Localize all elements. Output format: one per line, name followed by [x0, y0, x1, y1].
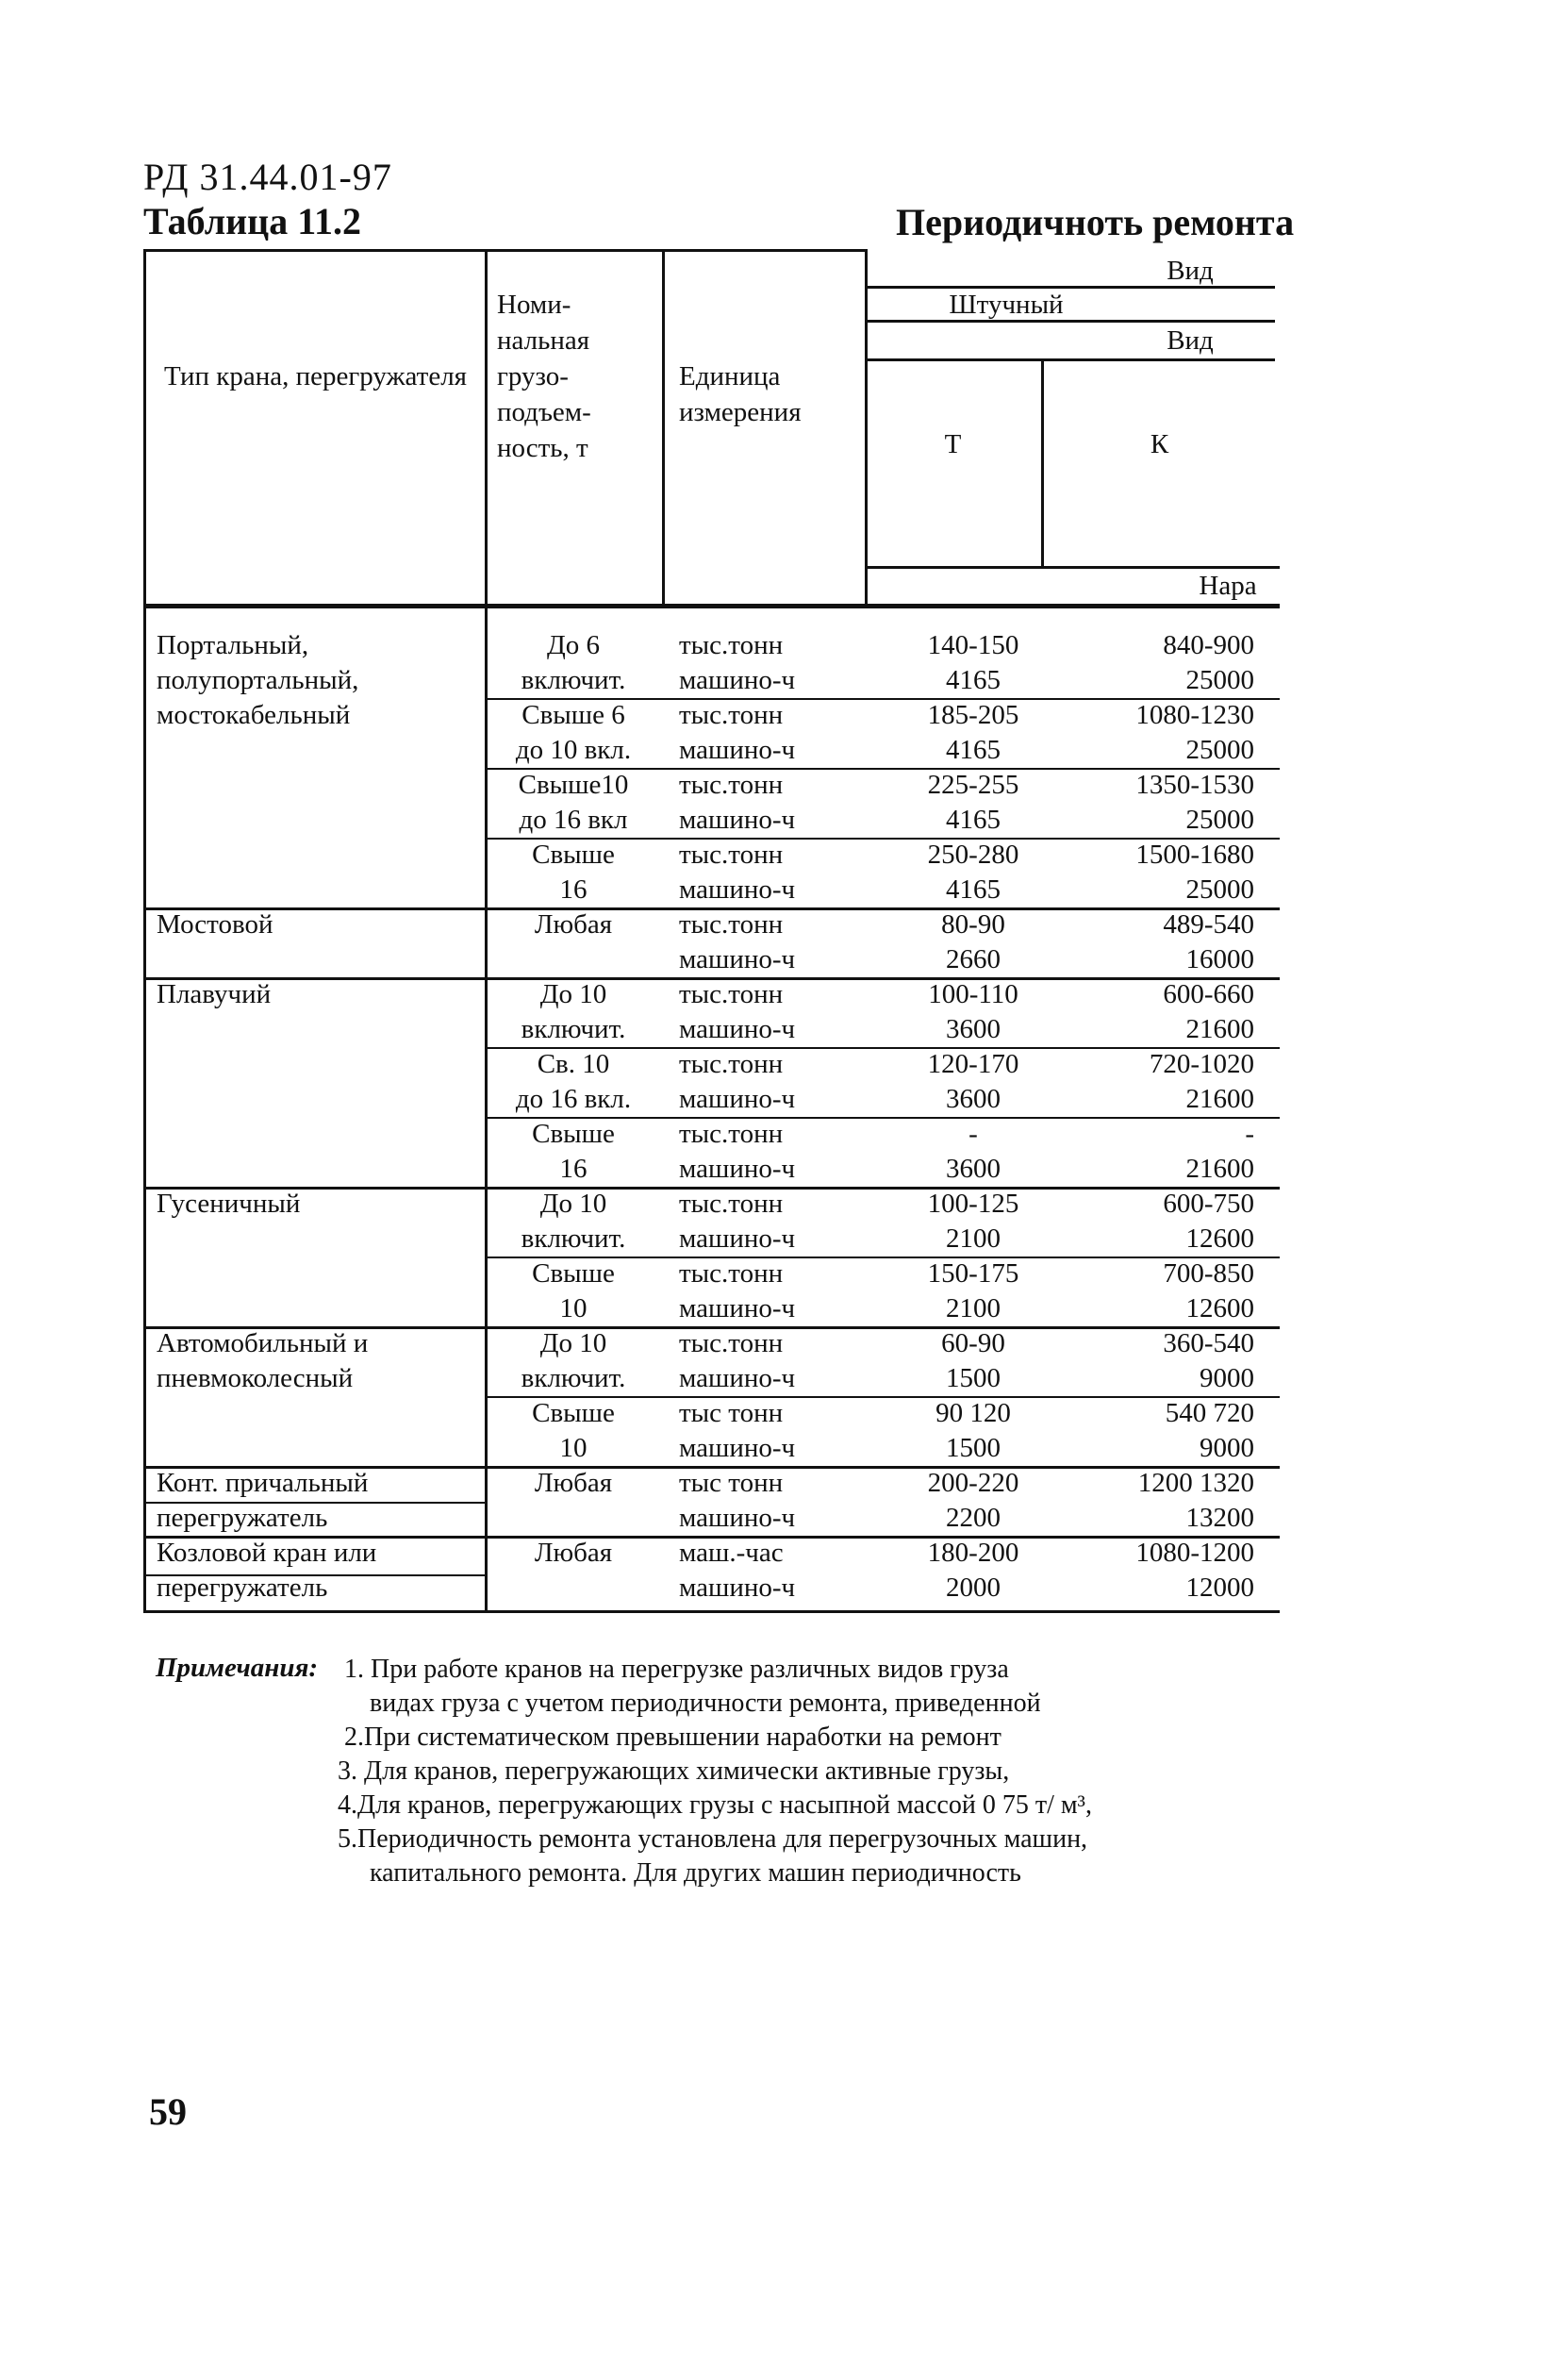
value-t-cell: 120-170 [927, 1049, 1019, 1079]
table-title: Периодичноть ремонта [896, 201, 1295, 243]
value-k-cell: 720-1020 [1149, 1049, 1254, 1079]
header-capacity: Номи- нальная грузо- подъем- ность, т [497, 290, 591, 463]
value-k-cell: 700-850 [1163, 1258, 1254, 1289]
unit-cell: тыс.тонн [679, 840, 784, 870]
value-k-cell: 1500-1680 [1135, 840, 1254, 870]
value-t-cell: 225-255 [927, 770, 1019, 800]
unit-cell: машино-ч [679, 1433, 796, 1463]
value-t-cell: 185-205 [927, 700, 1019, 730]
capacity-cell: Любая [534, 909, 613, 940]
value-t-cell: 2100 [946, 1293, 1001, 1323]
value-k-cell: 21600 [1185, 1154, 1254, 1184]
value-k-cell: 21600 [1185, 1014, 1254, 1044]
unit-cell: машино-ч [679, 1503, 796, 1533]
value-k-cell: 840-900 [1163, 630, 1254, 660]
value-k-cell: 25000 [1185, 805, 1254, 835]
value-k-cell: 1080-1200 [1135, 1538, 1254, 1568]
capacity-cell: До 6 [546, 630, 601, 660]
unit-cell: машино-ч [679, 665, 796, 695]
unit-divider-top [662, 249, 665, 604]
crane-type-cell: Конт. причальный перегружатель [157, 1468, 369, 1533]
value-k-cell: 1350-1530 [1135, 770, 1254, 800]
unit-cell: машино-ч [679, 1154, 796, 1184]
value-k-cell: 12600 [1185, 1293, 1254, 1323]
capacity-cell: до 10 вкл. [515, 735, 632, 765]
value-k-cell: 9000 [1200, 1363, 1254, 1393]
value-t-cell: 1500 [946, 1433, 1001, 1463]
crane-type-cell: Портальный, полупортальный, мостокабельный [157, 630, 359, 730]
value-t-cell: 250-280 [927, 840, 1019, 870]
capacity-cell: Любая [534, 1538, 613, 1568]
value-t-cell: 150-175 [927, 1258, 1019, 1289]
unit-cell: тыс.тонн [679, 979, 784, 1009]
note-line: капитального ремонта. Для других машин периодичность [370, 1858, 1021, 1888]
value-k-cell: 1080-1230 [1135, 700, 1254, 730]
value-t-cell: 4165 [946, 735, 1001, 765]
header-crane-type: Тип крана, перегружателя [163, 361, 468, 391]
capacity-cell: 10 [559, 1293, 588, 1323]
value-t-cell: 4165 [946, 805, 1001, 835]
header-vid-sub: Вид [1167, 325, 1214, 356]
value-t-cell: 2100 [946, 1223, 1001, 1254]
capacity-cell: Свыше [532, 1398, 615, 1428]
value-t-cell: 200-220 [927, 1468, 1019, 1498]
note-line: 1. При работе кранов на перегрузке различных видов груза [344, 1655, 1009, 1684]
value-t-cell: 3600 [946, 1154, 1001, 1184]
capacity-cell: Свыше [532, 1258, 615, 1289]
capacity-cell: До 10 [539, 979, 607, 1009]
document-code: РД 31.44.01-97 [143, 156, 392, 198]
unit-cell: тыс.тонн [679, 1049, 784, 1079]
crane-type-cell: Автомобильный и пневмоколесный [157, 1328, 369, 1393]
table-bottom-border [143, 1610, 1280, 1613]
unit-cell: тыс тонн [679, 1468, 784, 1498]
capacity-cell: до 16 вкл [519, 805, 628, 835]
capacity-cell: 16 [559, 874, 588, 905]
capacity-cell: Свыше 6 [521, 700, 625, 730]
capacity-cell: включит. [521, 665, 626, 695]
crane-type-cell: Козловой кран или перегружатель [157, 1538, 377, 1603]
header-col-t: Т [944, 429, 962, 459]
value-t-cell: 80-90 [941, 909, 1005, 940]
unit-cell: машино-ч [679, 944, 796, 974]
value-k-cell: 540 720 [1165, 1398, 1254, 1428]
value-k-cell: 600-660 [1163, 979, 1254, 1009]
value-k-cell: 21600 [1185, 1084, 1254, 1114]
value-t-cell: 140-150 [927, 630, 1019, 660]
capacity-cell: до 16 вкл. [515, 1084, 632, 1114]
unit-cell: тыс тонн [679, 1398, 784, 1428]
page-number: 59 [149, 2090, 187, 2133]
value-t-cell: 3600 [946, 1014, 1001, 1044]
value-t-cell: 100-110 [928, 979, 1018, 1009]
header-nara: Нара [1199, 571, 1257, 601]
capacity-cell: включит. [521, 1014, 626, 1044]
unit-cell: машино-ч [679, 874, 796, 905]
unit-cell: тыс.тонн [679, 1258, 784, 1289]
value-k-cell: 13200 [1185, 1503, 1254, 1533]
unit-cell: тыс.тонн [679, 1328, 784, 1358]
capacity-cell: Свыше [532, 840, 615, 870]
crane-type-cell: Плавучий [157, 979, 272, 1009]
value-t-cell: 100-125 [927, 1189, 1019, 1219]
value-k-cell: 16000 [1185, 944, 1254, 974]
value-k-cell: 360-540 [1163, 1328, 1254, 1358]
capacity-cell: 10 [559, 1433, 588, 1463]
note-line: 4.Для кранов, перегружающих грузы с насыпной массой 0 75 т/ м³, [338, 1790, 1092, 1820]
value-t-cell: 2200 [946, 1503, 1001, 1533]
table-label: Таблица 11.2 [143, 200, 362, 242]
value-k-cell: 489-540 [1163, 909, 1254, 940]
header-vid-top: Вид [1167, 256, 1214, 286]
capacity-cell: Свыше [532, 1119, 615, 1149]
value-t-cell: 180-200 [927, 1538, 1019, 1568]
unit-cell: тыс.тонн [679, 1119, 784, 1149]
value-k-cell: 1200 1320 [1137, 1468, 1254, 1498]
value-k-cell: 9000 [1200, 1433, 1254, 1463]
unit-cell: машино-ч [679, 1014, 796, 1044]
unit-cell: тыс.тонн [679, 1189, 784, 1219]
unit-cell: машино-ч [679, 805, 796, 835]
value-t-cell: 2000 [946, 1573, 1001, 1603]
value-t-cell: 4165 [946, 665, 1001, 695]
note-line: видах груза с учетом периодичности ремонта, приведенной [370, 1689, 1041, 1718]
unit-cell: машино-ч [679, 735, 796, 765]
capacity-cell: 16 [559, 1154, 588, 1184]
capacity-cell: До 10 [539, 1328, 607, 1358]
value-k-cell: 25000 [1185, 874, 1254, 905]
header-piece: Штучный [949, 290, 1064, 320]
unit-cell: маш.-час [679, 1538, 784, 1568]
crane-type-cell: Мостовой [157, 909, 273, 940]
unit-cell: машино-ч [679, 1084, 796, 1114]
vid-sub-line [865, 358, 1275, 361]
capacity-cell: Свыше10 [518, 770, 629, 800]
tk-divider [1041, 358, 1044, 566]
note-line: 3. Для кранов, перегружающих химически активные грузы, [338, 1756, 1010, 1786]
header-col-k: К [1150, 429, 1169, 459]
value-t-cell: 2660 [946, 944, 1001, 974]
unit-cell: машино-ч [679, 1573, 796, 1603]
value-k-cell: 25000 [1185, 665, 1254, 695]
unit-cell: машино-ч [679, 1223, 796, 1254]
value-t-cell: - [968, 1119, 978, 1149]
unit-cell: машино-ч [679, 1293, 796, 1323]
table-left-border [143, 249, 146, 1613]
value-t-cell: 3600 [946, 1084, 1001, 1114]
capacity-cell: Св. 10 [537, 1049, 610, 1079]
value-t-cell: 60-90 [941, 1328, 1005, 1358]
value-k-cell: - [1245, 1119, 1254, 1149]
repair-periodicity-table [143, 249, 1280, 1617]
unit-cell: тыс.тонн [679, 630, 784, 660]
value-k-cell: 12600 [1185, 1223, 1254, 1254]
notes-heading: Примечания: [156, 1653, 319, 1683]
header-unit: Единица измерения [679, 361, 802, 427]
table-top-border [143, 249, 865, 252]
value-k-cell: 600-750 [1163, 1189, 1254, 1219]
capacity-cell: До 10 [539, 1189, 607, 1219]
value-k-cell: 25000 [1185, 735, 1254, 765]
value-k-cell: 12000 [1185, 1573, 1254, 1603]
note-line: 5.Периодичность ремонта установлена для перегрузочных машин, [338, 1824, 1088, 1854]
capacity-cell: включит. [521, 1363, 626, 1393]
unit-cell: тыс.тонн [679, 770, 784, 800]
capacity-cell: Любая [534, 1468, 613, 1498]
crane-type-cell: Гусеничный [157, 1189, 301, 1219]
unit-cell: тыс.тонн [679, 909, 784, 940]
capacity-cell: включит. [521, 1223, 626, 1254]
unit-cell: машино-ч [679, 1363, 796, 1393]
note-line: 2.При систематическом превышении наработки на ремонт [344, 1723, 1001, 1752]
unit-cell: тыс.тонн [679, 700, 784, 730]
value-t-cell: 1500 [946, 1363, 1001, 1393]
value-t-cell: 90 120 [935, 1398, 1011, 1428]
value-t-cell: 4165 [946, 874, 1001, 905]
